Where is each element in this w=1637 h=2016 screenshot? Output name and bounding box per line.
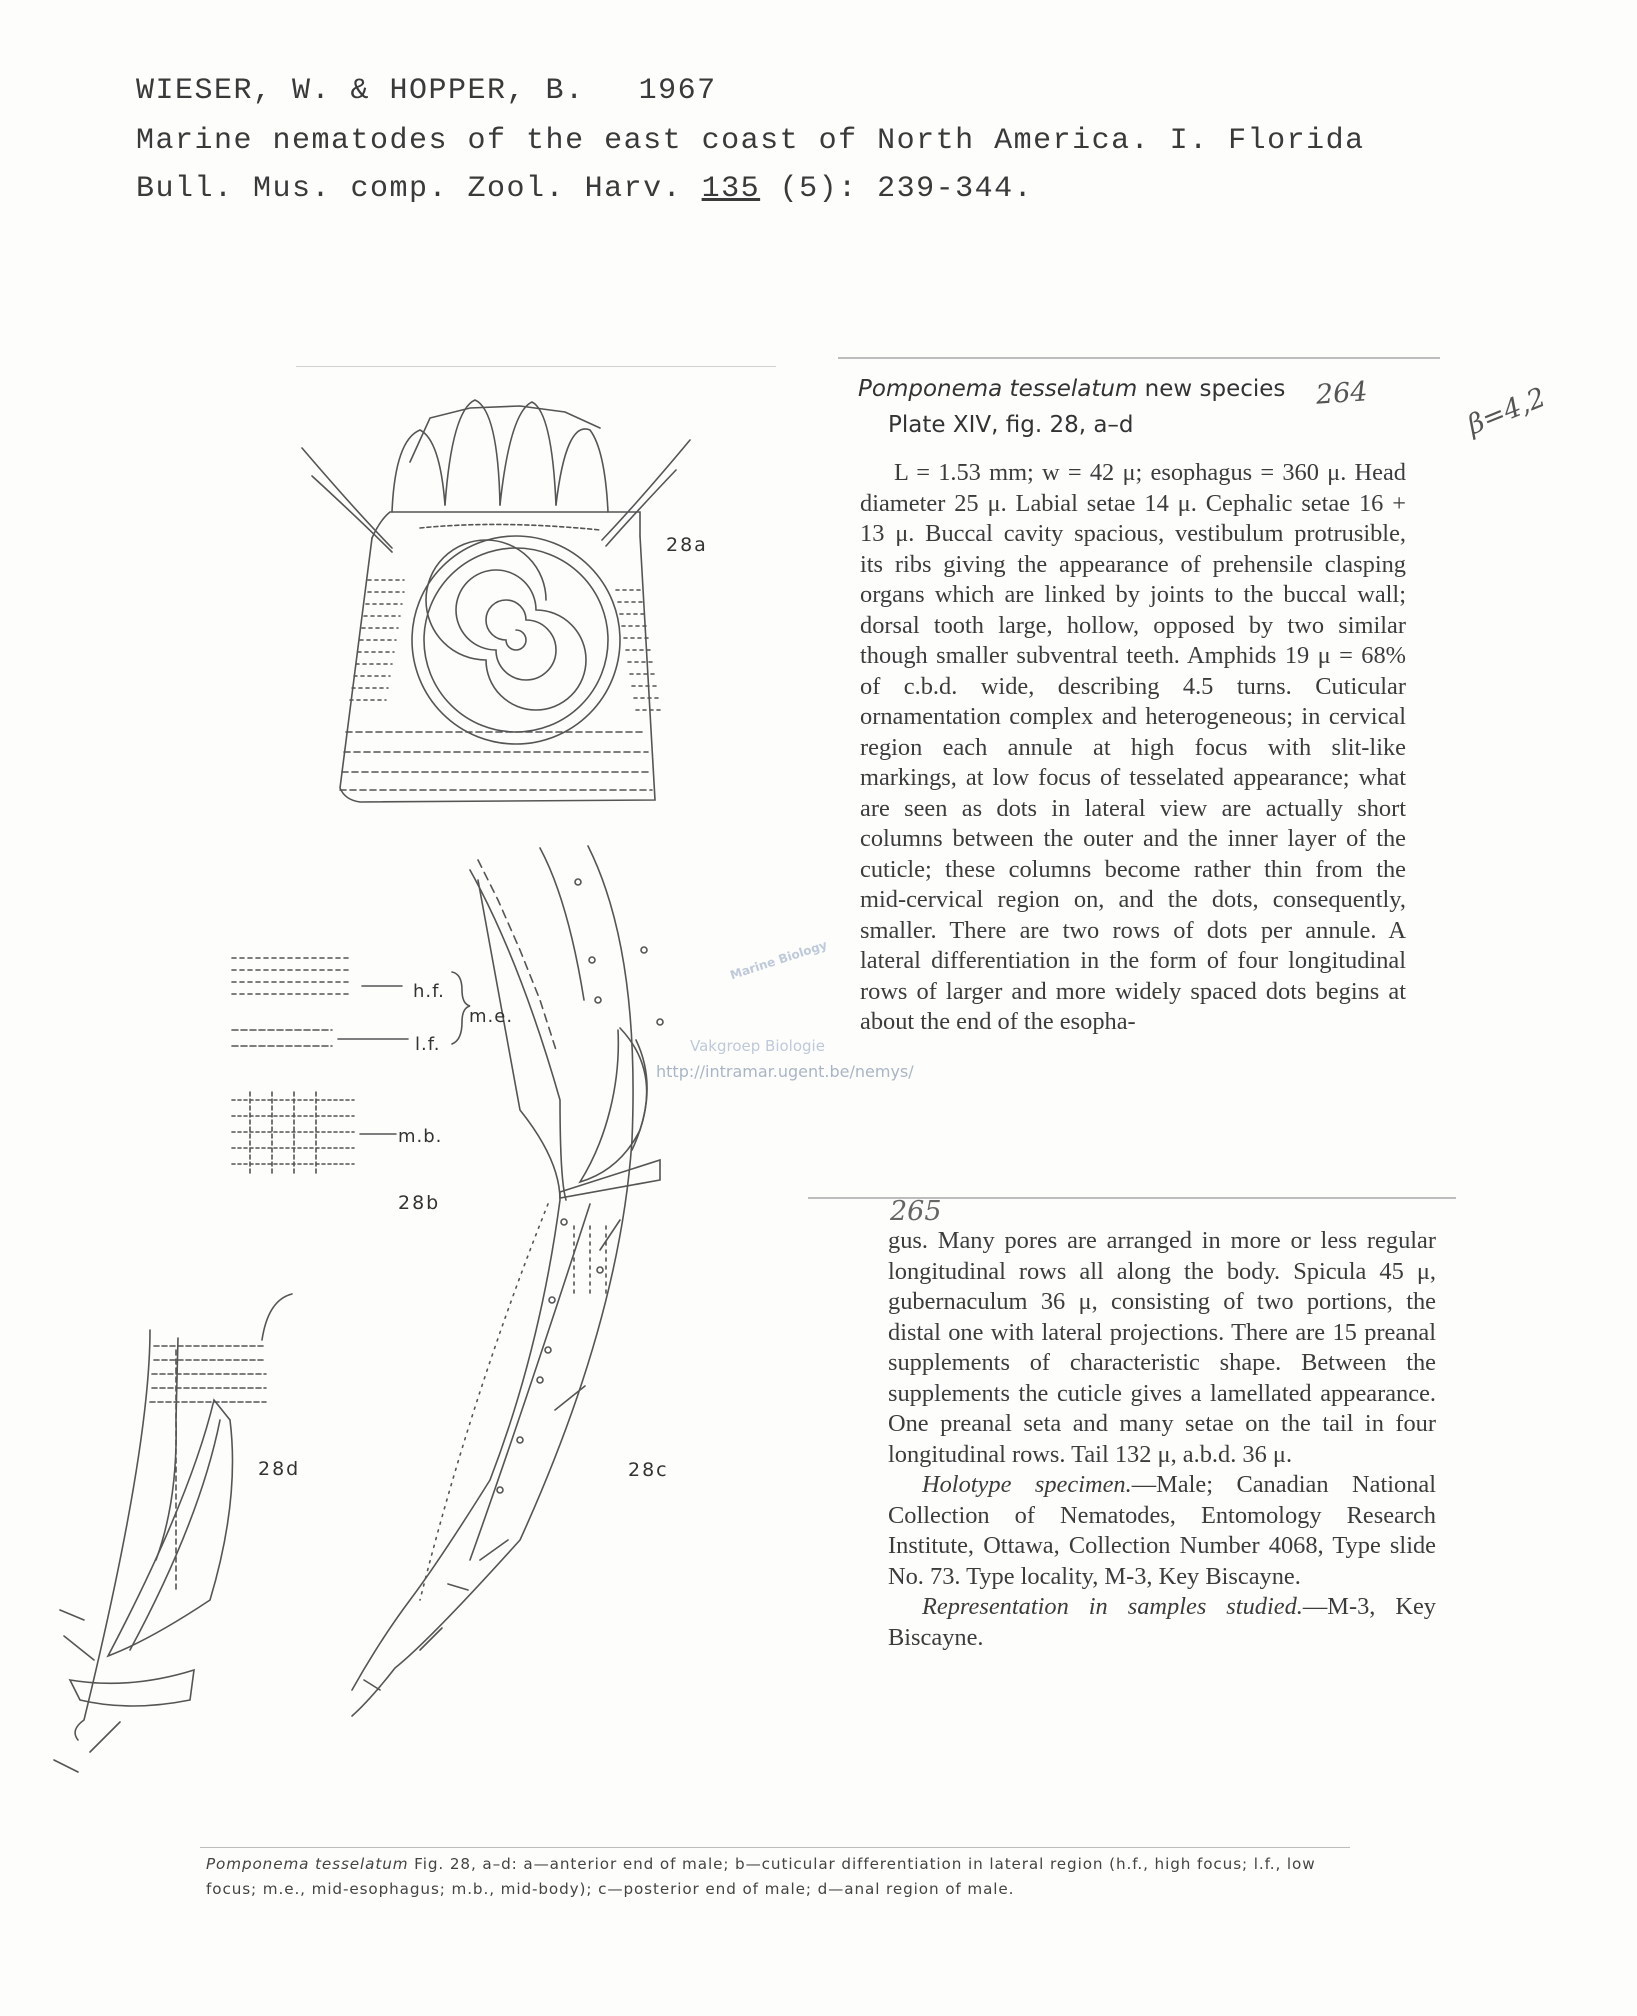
label-mid-esophagus: m.e.	[469, 1006, 514, 1027]
citation-authors: WIESER, W. & HOPPER, B.	[136, 74, 585, 108]
holotype-text: —Male; Canadian National Collection of Nematodes, Entomology Research Institute, Ottawa, Collection Number 4068, Type slide No. 73. Type locality, M-3, Key Biscayne.	[888, 1471, 1436, 1590]
citation-title: Marine nematodes of the east coast of North America. I. Florida	[136, 124, 1365, 158]
plate-reference: Plate XIV, fig. 28, a–d	[888, 412, 1134, 438]
label-high-focus: h.f.	[413, 981, 445, 1002]
citation-pages: (5): 239-344.	[760, 172, 1034, 206]
fig-28d-anal	[54, 1294, 292, 1772]
handwritten-page-number-2: 265	[890, 1196, 942, 1227]
fig-28c-tail	[352, 846, 663, 1716]
label-low-focus: l.f.	[415, 1034, 441, 1055]
description-paragraph-2: gus. Many pores are arranged in more or less regular longitudinal rows all along the body. Spicula 45 μ, gubernaculum 36 μ, consisting of two portions, the distal one with lateral projections. There are 15 preanal supplements of characteristic shape. Between the supplements the cuticle gives a lamellated appearance. One preanal seta and many setae on the tail in four longitudinal rows. Tail 132 μ, a.b.d. 36 μ.	[888, 1227, 1436, 1468]
holotype-label: Holotype specimen.	[922, 1471, 1132, 1498]
figure-label-28c: 28c	[628, 1459, 669, 1481]
description-paragraph-1: L = 1.53 mm; w = 42 μ; esophagus = 360 μ. Head diameter 25 μ. Labial setae 14 μ. Cephalic setae 16 + 13 μ. Buccal cavity spacious, vestibulum protrusible, its ribs giving the appearance of prehensile clasping organs which are linked by joints to the buccal wall; dorsal tooth large, hollow, opposed by two similar though smaller subventral teeth. Amphids 19 μ = 68% of c.b.d. wide, describing 4.5 turns. Cuticular ornamentation complex and heterogeneous; in cervical region each annule at high focus with slit-like markings, at low focus of tesselated appearance; what are seen as dots in lateral view are actually short columns between the outer and the inner layer of the cuticle; these columns become rather thin from the mid-cervical region on, and the dots, consequently, smaller. There are two rows of dots per annule. A lateral differentiation in the form of four longitudinal rows of larger and more widely spaced dots begins at about the end of the esopha-	[860, 459, 1406, 1035]
caption-text: Fig. 28, a–d: a—anterior end of male; b—cuticular differentiation in lateral region (h.f., high focus; l.f., low focus; m.e., mid-esophagus; m.b., mid-body); c—posterior end of male; d—anal region of male.	[206, 1855, 1316, 1898]
watermark-top: Marine Biology	[728, 937, 829, 983]
citation-volume: 135	[701, 172, 761, 206]
handwritten-page-number: 264	[1314, 376, 1369, 411]
species-status: new species	[1144, 376, 1286, 402]
citation-journal: Bull. Mus. comp. Zool. Harv.	[136, 172, 683, 206]
figure-caption	[206, 1852, 1356, 1902]
label-mid-body: m.b.	[398, 1126, 443, 1147]
representation-label: Representation in samples studied.	[922, 1593, 1303, 1620]
watermark-bottom: Vakgroep Biologie	[690, 1037, 825, 1055]
citation-year: 1967	[638, 74, 717, 108]
caption-species: Pomponema tesselatum	[206, 1855, 409, 1873]
watermark-url: http://intramar.ugent.be/nemys/	[656, 1062, 914, 1081]
figure-label-28b: 28b	[398, 1192, 441, 1214]
species-name: Pomponema tesselatum	[858, 376, 1138, 402]
representation-text: —M-3, Key Biscayne.	[888, 1593, 1436, 1651]
figure-label-28a: 28a	[666, 534, 708, 556]
fig-28a-head	[302, 400, 690, 802]
figure-label-28d: 28d	[258, 1458, 301, 1480]
handwritten-beta-note: β=4,2	[1463, 381, 1551, 442]
